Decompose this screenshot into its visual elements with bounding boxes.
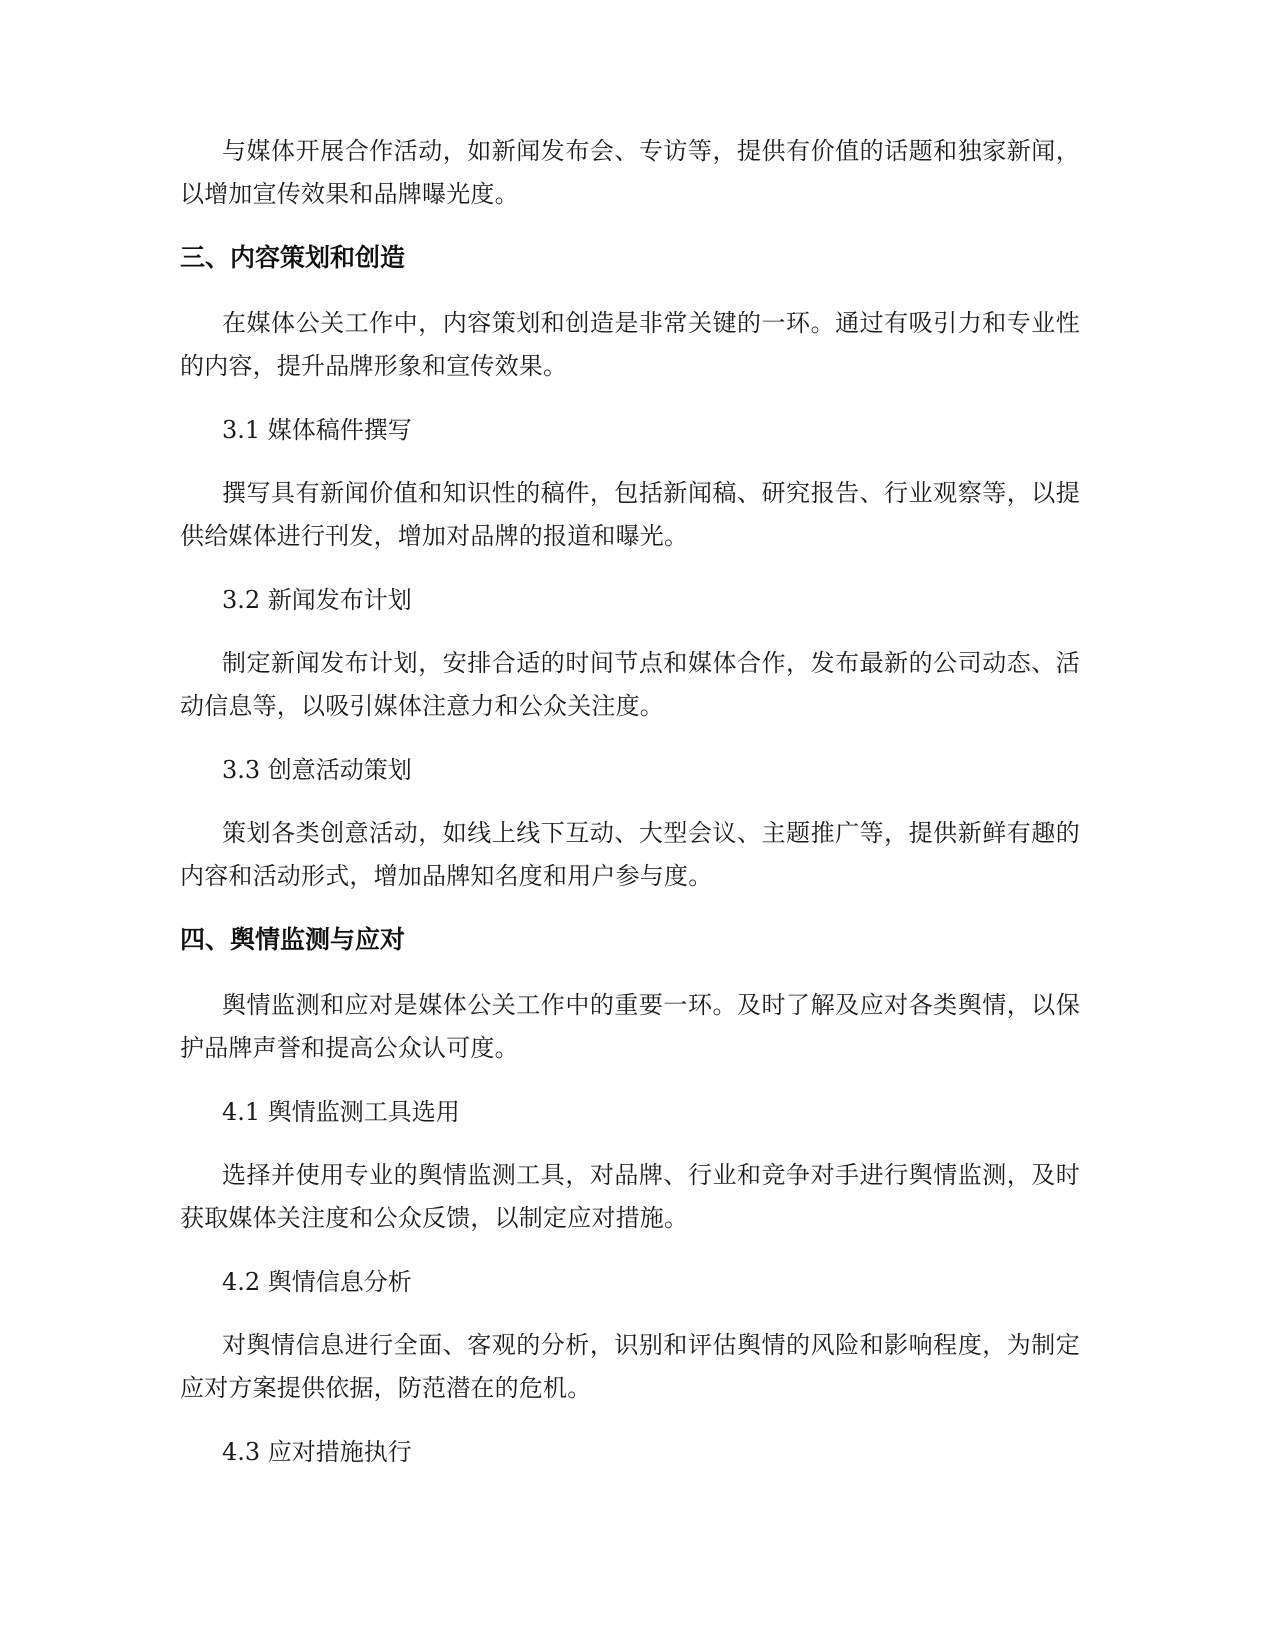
section-4-intro: 舆情监测和应对是媒体公关工作中的重要一环。及时了解及应对各类舆情，以保护品牌声誉和提高公众认可度。: [180, 991, 1080, 1062]
subsection-3-3-text: 策划各类创意活动，如线上线下互动、大型会议、主题推广等，提供新鲜有趣的内容和活动形式，增加品牌知名度和用户参与度。: [180, 819, 1080, 890]
section-4-heading: 四、舆情监测与应对: [180, 925, 406, 954]
subsection-4-2-text: 对舆情信息进行全面、客观的分析，识别和评估舆情的风险和影响程度，为制定应对方案提供依据，防范潜在的危机。: [180, 1331, 1080, 1402]
subsection-4-1-text: 选择并使用专业的舆情监测工具，对品牌、行业和竞争对手进行舆情监测，及时获取媒体关注度和公众反馈，以制定应对措施。: [180, 1161, 1080, 1232]
subsection-4-1-title: 4.1 舆情监测工具选用: [222, 1098, 460, 1126]
intro-paragraph: 与媒体开展合作活动，如新闻发布会、专访等，提供有价值的话题和独家新闻，以增加宣传效果和品牌曝光度。: [180, 137, 1080, 208]
subsection-3-1-title: 3.1 媒体稿件撰写: [222, 416, 412, 444]
subsection-3-2-text: 制定新闻发布计划，安排合适的时间节点和媒体合作，发布最新的公司动态、活动信息等，以吸引媒体注意力和公众关注度。: [180, 649, 1080, 720]
subsection-3-2-title: 3.2 新闻发布计划: [222, 586, 412, 614]
subsection-3-1-text: 撰写具有新闻价值和知识性的稿件，包括新闻稿、研究报告、行业观察等，以提供给媒体进行刊发，增加对品牌的报道和曝光。: [180, 479, 1080, 550]
subsection-3-3-title: 3.3 创意活动策划: [222, 756, 412, 784]
subsection-4-2-title: 4.2 舆情信息分析: [222, 1268, 412, 1296]
document-page: [180, 130, 1080, 1494]
subsection-4-3-title: 4.3 应对措施执行: [222, 1438, 412, 1466]
section-3-heading: 三、内容策划和创造: [180, 243, 406, 272]
section-3-intro: 在媒体公关工作中，内容策划和创造是非常关键的一环。通过有吸引力和专业性的内容，提升品牌形象和宣传效果。: [180, 309, 1080, 380]
